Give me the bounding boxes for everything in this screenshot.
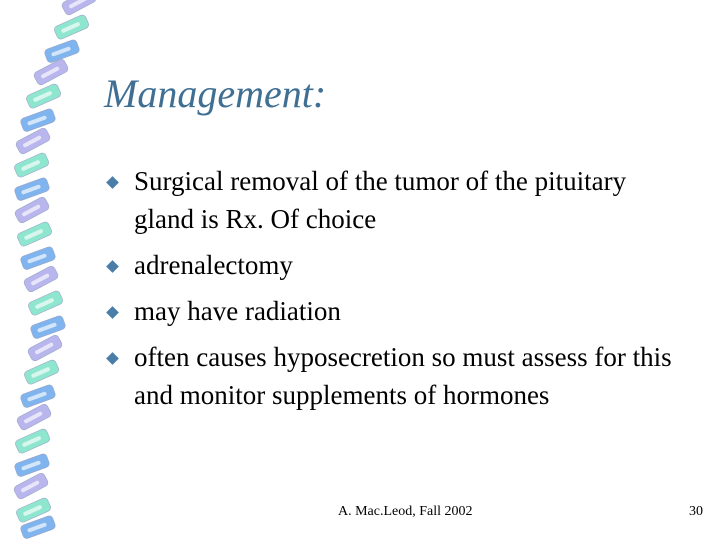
page-number: 30 [689,504,703,519]
bullet-item [50,292,690,330]
bullet-text: adrenalectomy [134,250,293,280]
slide-title: Management: [104,71,327,116]
bullet-text: may have radiation [134,296,341,326]
spiral-loop [14,177,51,202]
spiral-loop [53,14,90,41]
spiral-loop [13,472,50,500]
spiral-loop [61,0,98,16]
spiral-loop [15,127,52,155]
spiral-loop [16,403,53,431]
bullet-diamond-icon [106,306,119,319]
bullet-diamond-icon [106,176,119,189]
bullet-diamond-icon [106,352,119,365]
spiral-loop [13,152,50,179]
bullet-text: Surgical removal of the tumor of the pituitary gland is Rx. Of choice [134,166,627,234]
bullet-item [50,162,690,238]
spiral-loop [25,83,62,110]
bullet-diamond-icon [106,260,119,273]
spiral-loop [20,108,57,133]
bullet-text: often causes hyposecretion so must assess for this and monitor supplements of hormones [134,342,672,410]
bullet-item [50,246,690,284]
spiral-loop [14,453,51,478]
spiral-loop [16,221,53,248]
bullet-item [50,338,690,414]
footer-author: A. Mac.Leod, Fall 2002 [338,504,473,519]
spiral-loop [14,428,51,455]
bullet-list [50,162,690,422]
